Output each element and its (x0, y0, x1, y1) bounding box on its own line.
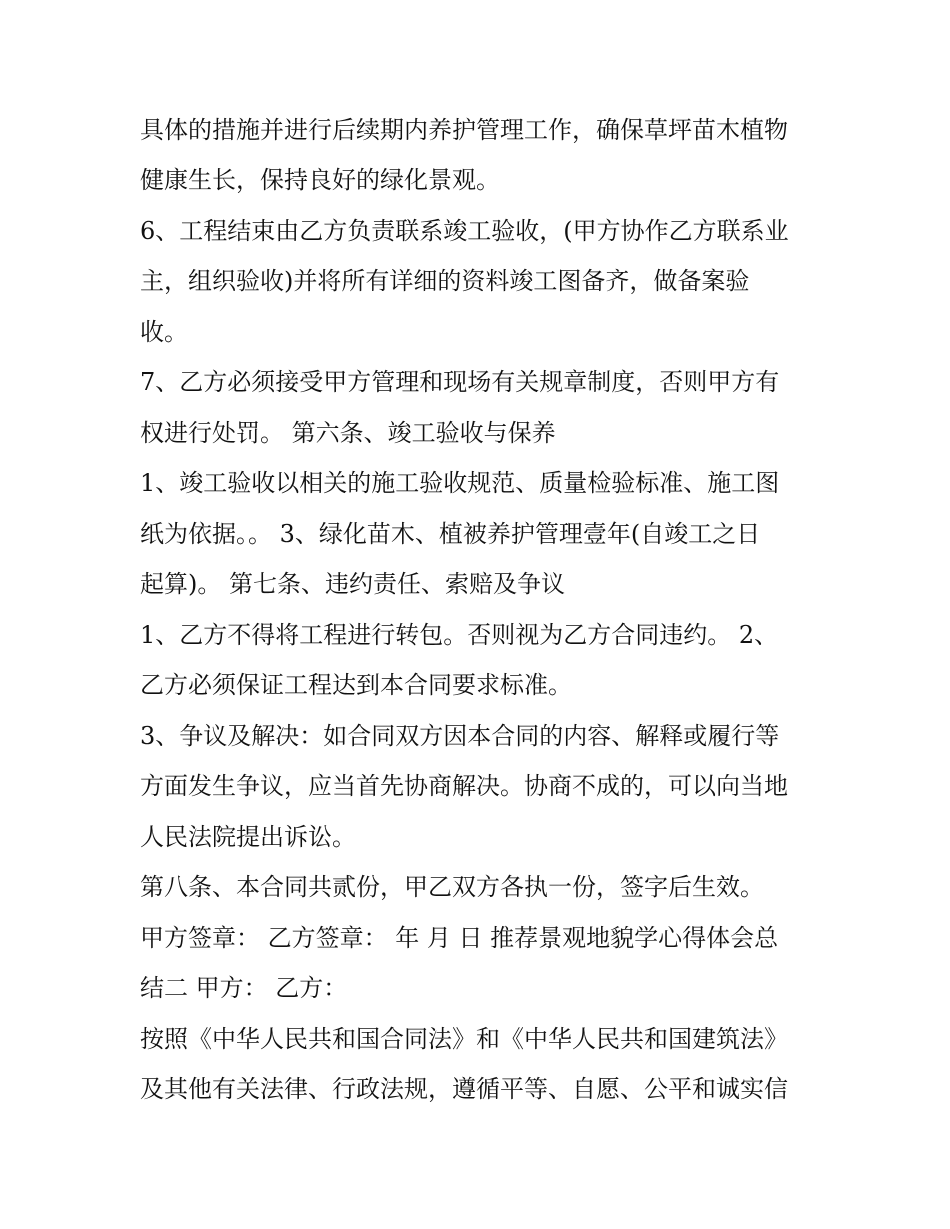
text-line: 按照《中华人民共和国合同法》和《中华人民共和国建筑法》 (140, 1025, 788, 1053)
text-line: 方面发生争议，应当首先协商解决。协商不成的，可以向当地 (140, 772, 788, 800)
text-line: 及其他有关法律、行政法规，遵循平等、自愿、公平和诚实信 (140, 1075, 788, 1103)
text-line: 乙方必须保证工程达到本合同要求标准。 (140, 671, 572, 699)
text-line: 7、乙方必须接受甲方管理和现场有关规章制度，否则甲方有 (140, 368, 780, 396)
text-line: 3、争议及解决：如合同双方因本合同的内容、解释或履行等 (140, 722, 780, 750)
text-line: 1、乙方不得将工程进行转包。否则视为乙方合同违约。 2、 (140, 621, 779, 649)
text-line: 6、工程结束由乙方负责联系竣工验收，(甲方协作乙方联系业 (140, 217, 789, 245)
text-line: 健康生长，保持良好的绿化景观。 (140, 166, 500, 194)
text-line: 具体的措施并进行后续期内养护管理工作，确保草坪苗木植物 (140, 116, 788, 144)
text-line: 第八条、本合同共贰份，甲乙双方各执一份，签字后生效。 (140, 873, 764, 901)
text-line: 主，组织验收)并将所有详细的资料竣工图备齐，做备案验 (140, 267, 750, 295)
text-line: 收。 (140, 318, 188, 346)
text-line: 1、竣工验收以相关的施工验收规范、质量检验标准、施工图 (140, 469, 780, 497)
text-line: 甲方签章： 乙方签章： 年 月 日 推荐景观地貌学心得体会总 (140, 924, 779, 952)
text-line: 起算)。 第七条、违约责任、索赔及争议 (140, 570, 565, 598)
text-line: 权进行处罚。 第六条、竣工验收与保养 (140, 419, 556, 447)
text-line: 结二 甲方： 乙方： (140, 974, 348, 1002)
text-line: 人民法院提出诉讼。 (140, 823, 356, 851)
text-line: 纸为依据。。 3、绿化苗木、植被养护管理壹年(自竣工之日 (140, 520, 761, 548)
